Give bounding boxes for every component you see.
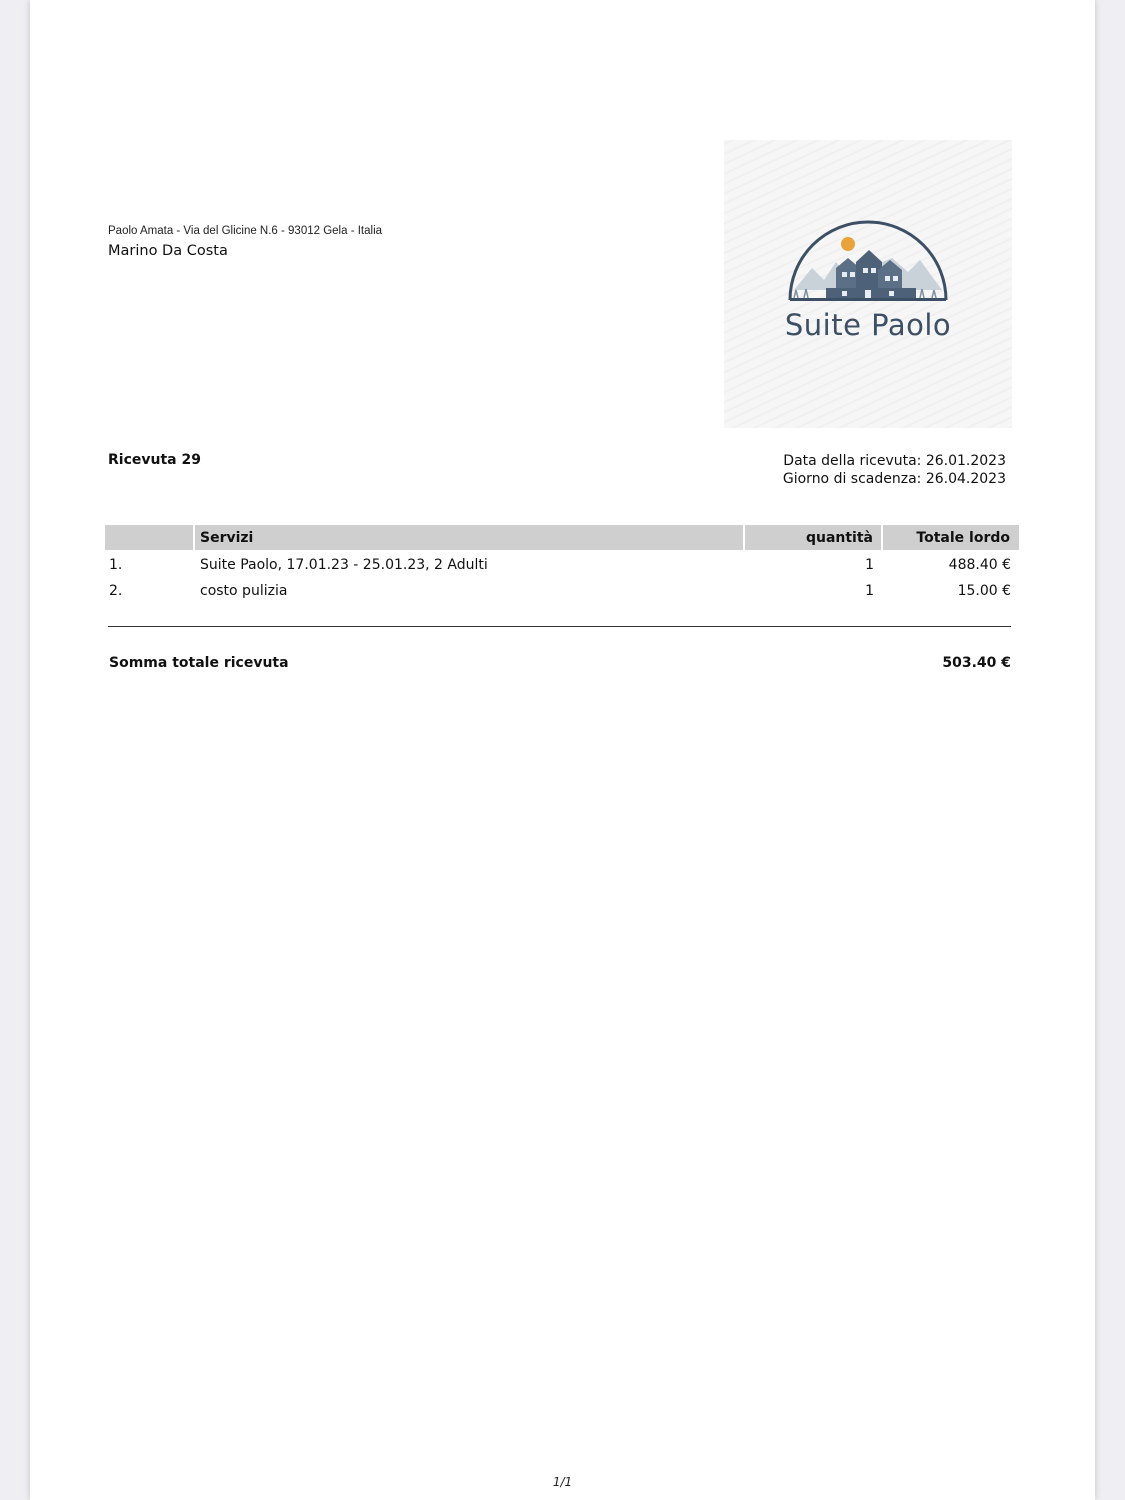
recipient-name: Marino Da Costa: [108, 243, 228, 259]
header-gross-total: Totale lordo: [916, 530, 1010, 546]
row-quantity: 1: [865, 583, 874, 599]
row-quantity: 1: [865, 557, 874, 573]
row-number: 2.: [109, 583, 123, 599]
logo-text: Suite Paolo: [784, 308, 952, 342]
company-logo: [724, 140, 1012, 428]
row-gross-total: 488.40 €: [948, 557, 1011, 573]
row-gross-total: 15.00 €: [957, 583, 1011, 599]
receipt-date: Data della ricevuta: 26.01.2023: [783, 453, 1006, 469]
receipt-dates: [783, 452, 1006, 488]
header-services: Servizi: [200, 530, 254, 546]
table-row: [30, 557, 1095, 579]
page-number: 1/1: [552, 1475, 573, 1489]
sender-address: Paolo Amata - Via del Glicine N.6 - 93012 Gela - Italia: [108, 225, 383, 237]
receipt-title: Ricevuta 29: [108, 452, 201, 468]
table-header: [105, 525, 1019, 550]
receipt-page: [30, 0, 1095, 1500]
table-row: [30, 583, 1095, 605]
total-value: 503.40 €: [942, 655, 1011, 671]
header-quantity: quantità: [805, 530, 873, 546]
due-date: Giorno di scadenza: 26.04.2023: [782, 471, 1006, 487]
row-service: Suite Paolo, 17.01.23 - 25.01.23, 2 Adulti: [200, 557, 488, 573]
row-number: 1.: [109, 557, 123, 573]
total-label: Somma totale ricevuta: [109, 655, 289, 671]
sun-icon: [841, 237, 855, 251]
row-service: costo pulizia: [200, 583, 288, 599]
house-logo-icon: [724, 140, 1012, 428]
divider: [108, 626, 1011, 627]
